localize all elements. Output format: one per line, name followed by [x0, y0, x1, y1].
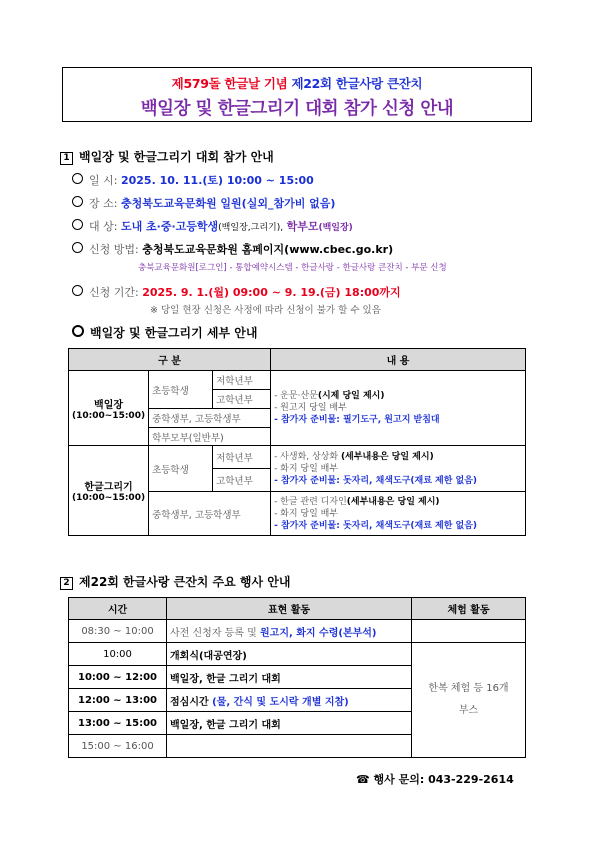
table2-header-experience: 체험 활동 — [412, 598, 526, 620]
schedule-time: 15:00 ~ 16:00 — [69, 735, 167, 758]
table2-header-activity: 표현 활동 — [167, 598, 412, 620]
schedule-activity: 개회식(대공연장) — [167, 643, 412, 666]
baek-low: 저학년부 — [213, 371, 271, 390]
schedule-empty — [412, 620, 526, 643]
detail-table — [68, 348, 526, 536]
draw-elem-content: - 사생화, 상상화 (세부내용은 당일 제시) - 화지 당일 배부 - 참가자 준비물: 돗자리, 채색도구(재료 제한 없음) — [271, 446, 526, 492]
draw-category: 한글그리기 (10:00~15:00) — [69, 446, 149, 536]
title-box — [62, 67, 532, 122]
experience-booths: 한복 체험 등 16개 부스 — [412, 643, 526, 758]
schedule-time: 08:30 ~ 10:00 — [69, 620, 167, 643]
baek-elem: 초등학생 — [149, 371, 213, 409]
info-date: 일 시: 2025. 10. 11.(토) 10:00 ~ 15:00 — [72, 172, 314, 188]
baek-middle: 중학생부, 고등학생부 — [149, 409, 271, 428]
schedule-activity: 백일장, 한글 그리기 대회 — [167, 712, 412, 735]
circle-bullet-icon — [72, 173, 83, 184]
schedule-activity: 백일장, 한글 그리기 대회 — [167, 666, 412, 689]
draw-high: 고학년부 — [213, 469, 271, 492]
draw-elem: 초등학생 — [149, 446, 213, 492]
detail-heading: 백일장 및 한글그리기 세부 안내 — [72, 324, 257, 341]
baek-content: - 운문·산문(시제 당일 제시) - 원고지 당일 배부 - 참가자 준비물: 필기도구, 원고지 받침대 — [271, 371, 526, 446]
section1-heading: 1 백일장 및 한글그리기 대회 참가 안내 — [60, 148, 274, 165]
circle-bullet-icon — [72, 219, 83, 230]
table2-header-time: 시간 — [69, 598, 167, 620]
title-part1: 제579돌 한글날 기념 — [171, 76, 292, 91]
baek-parent: 학부모부(일반부) — [149, 428, 271, 446]
circle-bullet-icon — [72, 242, 83, 253]
schedule-time: 12:00 ~ 13:00 — [69, 689, 167, 712]
baek-high: 고학년부 — [213, 390, 271, 409]
schedule-time: 10:00 — [69, 643, 167, 666]
info-period: 신청 기간: 2025. 9. 1.(월) 09:00 ~ 9. 19.(금) 18:00까지 — [72, 284, 401, 300]
schedule-activity: 점심시간 (물, 간식 및 도시락 개별 지참) — [167, 689, 412, 712]
circle-bullet-icon — [72, 285, 83, 296]
draw-middle: 중학생부, 고등학생부 — [149, 492, 271, 536]
page-title: 백일장 및 한글그리기 대회 참가 신청 안내 — [140, 99, 454, 119]
section2-number: 2 — [60, 577, 73, 590]
contact-info: ☎ 행사 문의: 043-229-2614 — [356, 773, 514, 786]
draw-middle-content: - 한글 관련 디자인(세부내용은 당일 제시) - 화지 당일 배부 - 참가자 준비물: 돗자리, 채색도구(재료 제한 없음) — [271, 492, 526, 536]
table1-header-category: 구 분 — [69, 349, 271, 371]
title-part2: 제22회 한글사랑 큰잔치 — [291, 76, 423, 91]
period-note: ※ 당일 현장 신청은 사정에 따라 신청이 불가 할 수 있음 — [150, 305, 381, 316]
section1-number: 1 — [60, 152, 73, 165]
schedule-time: 10:00 ~ 12:00 — [69, 666, 167, 689]
info-method: 신청 방법: 충청북도교육문화원 홈페이지(www.cbec.go.kr) — [72, 241, 393, 257]
title-line1 — [63, 74, 531, 92]
schedule-activity — [167, 735, 412, 758]
info-target: 대 상: 도내 초·중·고등학생(백일장,그리기), 학부모(백일장) — [72, 218, 353, 234]
schedule-activity: 사전 신청자 등록 및 원고지, 화지 수령(본부석) — [167, 620, 412, 643]
info-place: 장 소: 충청북도교육문화원 일원(실외_참가비 없음) — [72, 195, 335, 211]
circle-bullet-icon — [72, 325, 84, 337]
section2-heading: 2 제22회 한글사랑 큰잔치 주요 행사 안내 — [60, 573, 290, 590]
schedule-time: 13:00 ~ 15:00 — [69, 712, 167, 735]
method-path: 충북교육문화원[로그인] - 통합예약시스템 - 한글사랑 - 한글사랑 큰잔치 - 부문 신청 — [138, 263, 447, 273]
circle-bullet-icon — [72, 196, 83, 207]
baek-category: 백일장 (10:00~15:00) — [69, 371, 149, 446]
draw-low: 저학년부 — [213, 446, 271, 469]
table1-header-content: 내 용 — [271, 349, 526, 371]
schedule-table — [68, 597, 526, 758]
